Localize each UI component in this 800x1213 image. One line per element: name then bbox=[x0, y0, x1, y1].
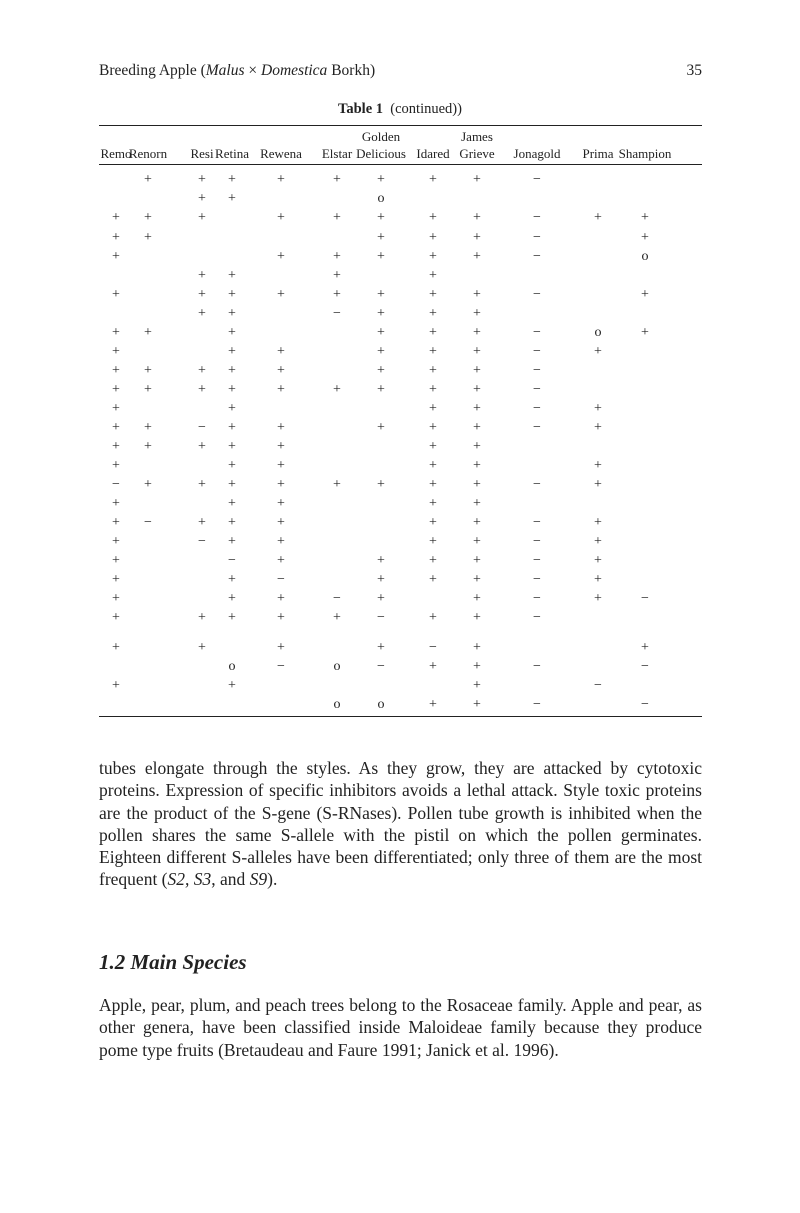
table-cell: + bbox=[641, 230, 649, 245]
table-cell: + bbox=[228, 325, 236, 340]
table-cell: + bbox=[277, 477, 285, 492]
table-cell: + bbox=[594, 534, 602, 549]
table-cell: + bbox=[277, 610, 285, 625]
table-cell: + bbox=[144, 210, 152, 225]
column-header: Idared bbox=[416, 146, 450, 161]
paragraph-main-species: Apple, pear, plum, and peach trees belong to the Rosaceae family. Apple and pear, as other genera, have been classified inside Maloideae family because they produce pome type fruits (Bretaudeau and Faure 1991; Janick et al. 1996). bbox=[99, 995, 702, 1060]
table-cell: − bbox=[641, 591, 649, 606]
table-cell: + bbox=[198, 191, 206, 206]
table-cell: + bbox=[594, 210, 602, 225]
table-cell: + bbox=[377, 344, 385, 359]
table-cell: + bbox=[473, 534, 481, 549]
table-cell: + bbox=[112, 572, 120, 587]
table-cell: + bbox=[377, 210, 385, 225]
table-cell: + bbox=[473, 325, 481, 340]
table-cell: + bbox=[594, 553, 602, 568]
table-cell: + bbox=[228, 287, 236, 302]
table-caption bbox=[0, 101, 800, 118]
table-cell: − bbox=[533, 249, 541, 264]
table-cell: + bbox=[277, 553, 285, 568]
table-cell: + bbox=[333, 210, 341, 225]
table-cell: + bbox=[277, 382, 285, 397]
table-cell: − bbox=[377, 610, 385, 625]
table-cell: + bbox=[112, 439, 120, 454]
table-cell: + bbox=[228, 439, 236, 454]
paragraph-pollen: tubes elongate through the styles. As they grow, they are attacked by cytotoxic proteins. Expression of specific inhibitors avoids a lethal attack. Style toxic proteins are the product of the S-gene (S-RNases). Pollen tube growth is inhibited when the pollen shares the same S-allele with the pistil on which the pollen germinates. Eighteen different S-alleles have been differentiated; only three of them are the most frequent (S2, S3, and S9). bbox=[99, 758, 702, 890]
table-header-rule bbox=[99, 164, 702, 165]
table-cell: + bbox=[198, 439, 206, 454]
table-cell: + bbox=[641, 325, 649, 340]
table-cell: + bbox=[377, 172, 385, 187]
table-cell: − bbox=[533, 659, 541, 674]
table-cell: + bbox=[594, 477, 602, 492]
table-cell: + bbox=[198, 640, 206, 655]
table-cell: + bbox=[473, 515, 481, 530]
table-cell: + bbox=[112, 287, 120, 302]
table-bottom-rule bbox=[99, 716, 702, 717]
table-cell: + bbox=[277, 439, 285, 454]
table-cell: + bbox=[112, 325, 120, 340]
table-cell: + bbox=[112, 210, 120, 225]
table-cell: − bbox=[144, 515, 152, 530]
table-cell: + bbox=[228, 610, 236, 625]
table-cell: + bbox=[112, 678, 120, 693]
table-cell: + bbox=[144, 363, 152, 378]
table-cell: − bbox=[533, 325, 541, 340]
table-cell: + bbox=[228, 191, 236, 206]
table-cell: + bbox=[594, 401, 602, 416]
table-cell: + bbox=[228, 382, 236, 397]
table-cell: + bbox=[277, 363, 285, 378]
table-cell: + bbox=[377, 640, 385, 655]
table-cell: + bbox=[377, 572, 385, 587]
table-cell: + bbox=[228, 401, 236, 416]
column-header: Prima bbox=[582, 146, 614, 161]
table-cell: + bbox=[144, 325, 152, 340]
table-cell: + bbox=[429, 553, 437, 568]
table-cell: + bbox=[144, 230, 152, 245]
table-cell: − bbox=[533, 534, 541, 549]
table-cell: + bbox=[594, 420, 602, 435]
column-header: Grieve bbox=[459, 146, 495, 161]
table-cell: + bbox=[429, 287, 437, 302]
table-cell: + bbox=[228, 534, 236, 549]
table-cell: + bbox=[429, 363, 437, 378]
section-title: 1.2 Main Species bbox=[99, 950, 247, 974]
table-cell: + bbox=[429, 172, 437, 187]
table-cell: + bbox=[473, 697, 481, 712]
table-cell: + bbox=[198, 515, 206, 530]
table-cell: − bbox=[533, 382, 541, 397]
table-cell: + bbox=[228, 420, 236, 435]
table-caption-label: Table 1 bbox=[338, 101, 384, 117]
table-cell: + bbox=[429, 534, 437, 549]
table-cell: + bbox=[429, 344, 437, 359]
table-cell: + bbox=[228, 363, 236, 378]
table-cell: + bbox=[228, 268, 236, 283]
table-cell: + bbox=[429, 697, 437, 712]
table-cell: + bbox=[377, 420, 385, 435]
table-cell: + bbox=[473, 420, 481, 435]
table-cell: − bbox=[594, 678, 602, 693]
table-cell: + bbox=[277, 534, 285, 549]
table-cell: + bbox=[228, 515, 236, 530]
column-header-line1: Golden bbox=[361, 129, 401, 144]
table-cell: − bbox=[533, 572, 541, 587]
table-cell: + bbox=[473, 458, 481, 473]
table-cell: + bbox=[429, 420, 437, 435]
table-cell: − bbox=[533, 591, 541, 606]
table-cell: + bbox=[112, 553, 120, 568]
table-cell: + bbox=[429, 572, 437, 587]
table-cell: − bbox=[277, 659, 285, 674]
table-cell: + bbox=[228, 344, 236, 359]
table-cell: + bbox=[473, 678, 481, 693]
table-cell: + bbox=[112, 420, 120, 435]
table-cell: − bbox=[429, 640, 437, 655]
table-cell: − bbox=[533, 344, 541, 359]
table-cell: + bbox=[429, 515, 437, 530]
table-cell: + bbox=[112, 344, 120, 359]
table-cell: − bbox=[533, 420, 541, 435]
running-title: Breeding Apple (Malus × Domestica Borkh) bbox=[99, 62, 376, 79]
table-cell: + bbox=[333, 172, 341, 187]
table-cell: + bbox=[112, 249, 120, 264]
table-cell: + bbox=[429, 477, 437, 492]
table-cell: + bbox=[198, 477, 206, 492]
table-cell: + bbox=[228, 172, 236, 187]
table-cell: + bbox=[377, 287, 385, 302]
table-cell: + bbox=[473, 344, 481, 359]
table-cell: + bbox=[473, 610, 481, 625]
table-cell: − bbox=[533, 610, 541, 625]
table-cell: + bbox=[333, 268, 341, 283]
table-cell: + bbox=[594, 591, 602, 606]
table-cell: + bbox=[277, 515, 285, 530]
table-cell: + bbox=[277, 210, 285, 225]
table-cell: − bbox=[533, 477, 541, 492]
table-cell: + bbox=[112, 363, 120, 378]
table-cell: o bbox=[594, 325, 602, 340]
table-cell: − bbox=[641, 697, 649, 712]
table-cell: − bbox=[533, 363, 541, 378]
table-cell: + bbox=[429, 230, 437, 245]
table-cell: + bbox=[198, 610, 206, 625]
table-cell: + bbox=[144, 477, 152, 492]
table-cell: + bbox=[473, 306, 481, 321]
table-cell: + bbox=[198, 268, 206, 283]
table-cell: + bbox=[429, 610, 437, 625]
table-cell: + bbox=[198, 172, 206, 187]
table-cell: + bbox=[144, 172, 152, 187]
running-header bbox=[99, 62, 702, 84]
table-cell: − bbox=[533, 230, 541, 245]
table-cell: + bbox=[594, 458, 602, 473]
table-cell: + bbox=[377, 477, 385, 492]
page-number: 35 bbox=[686, 62, 702, 79]
table-cell: + bbox=[473, 591, 481, 606]
table-cell: + bbox=[377, 249, 385, 264]
table-cell: − bbox=[533, 515, 541, 530]
table-cell: + bbox=[333, 477, 341, 492]
table-cell: + bbox=[333, 382, 341, 397]
table-cell: + bbox=[473, 382, 481, 397]
table-cell: o bbox=[333, 659, 341, 674]
table-cell: + bbox=[429, 210, 437, 225]
table-cell: + bbox=[429, 659, 437, 674]
table-cell: + bbox=[277, 591, 285, 606]
table-cell: + bbox=[144, 382, 152, 397]
table-cell: o bbox=[333, 697, 341, 712]
table-cell: + bbox=[641, 210, 649, 225]
table-cell: + bbox=[429, 496, 437, 511]
table-cell: + bbox=[594, 344, 602, 359]
table-cell: + bbox=[228, 591, 236, 606]
table-cell: o bbox=[641, 249, 649, 264]
table-cell: + bbox=[112, 610, 120, 625]
table-cell: + bbox=[112, 496, 120, 511]
table-cell: + bbox=[144, 439, 152, 454]
table-cell: + bbox=[641, 287, 649, 302]
table-cell: − bbox=[641, 659, 649, 674]
table-cell: + bbox=[473, 439, 481, 454]
table-cell: + bbox=[112, 401, 120, 416]
table-cell: − bbox=[533, 210, 541, 225]
table-cell: + bbox=[198, 210, 206, 225]
table-cell: + bbox=[473, 363, 481, 378]
table-cell: + bbox=[473, 230, 481, 245]
table-cell: + bbox=[277, 344, 285, 359]
table-cell: − bbox=[277, 572, 285, 587]
table-cell: + bbox=[377, 230, 385, 245]
table-cell: + bbox=[641, 640, 649, 655]
table-cell: + bbox=[377, 363, 385, 378]
table-cell: − bbox=[533, 553, 541, 568]
table-cell: + bbox=[473, 640, 481, 655]
column-header: Remo bbox=[100, 146, 132, 161]
table-cell: + bbox=[277, 249, 285, 264]
table-cell: + bbox=[198, 382, 206, 397]
table-cell: + bbox=[473, 659, 481, 674]
table-cell: + bbox=[333, 287, 341, 302]
table-cell: + bbox=[429, 382, 437, 397]
column-header: Rewena bbox=[260, 146, 302, 161]
table-cell: + bbox=[377, 553, 385, 568]
table-cell: + bbox=[112, 534, 120, 549]
table-cell: o bbox=[377, 191, 385, 206]
table-cell: + bbox=[112, 458, 120, 473]
column-header: Delicious bbox=[356, 146, 406, 161]
table-cell: + bbox=[228, 458, 236, 473]
table-cell: + bbox=[112, 230, 120, 245]
table-cell: − bbox=[533, 172, 541, 187]
table-cell: + bbox=[473, 401, 481, 416]
table-cell: + bbox=[377, 306, 385, 321]
table-cell: + bbox=[429, 325, 437, 340]
column-header: Renorn bbox=[128, 146, 168, 161]
table-cell: + bbox=[473, 477, 481, 492]
table-cell: + bbox=[112, 382, 120, 397]
table-cell: + bbox=[594, 515, 602, 530]
table-cell: + bbox=[228, 572, 236, 587]
table-cell: + bbox=[377, 591, 385, 606]
table-cell: + bbox=[228, 306, 236, 321]
table-top-rule bbox=[99, 125, 702, 126]
table-cell: + bbox=[377, 382, 385, 397]
table-cell: + bbox=[333, 249, 341, 264]
table-cell: + bbox=[198, 306, 206, 321]
table-cell: − bbox=[333, 591, 341, 606]
table-cell: + bbox=[198, 363, 206, 378]
table-cell: − bbox=[198, 534, 206, 549]
table-cell: + bbox=[277, 420, 285, 435]
table-cell: + bbox=[429, 401, 437, 416]
table-cell: + bbox=[228, 496, 236, 511]
table-cell: o bbox=[377, 697, 385, 712]
table-cell: + bbox=[429, 458, 437, 473]
table-cell: − bbox=[533, 287, 541, 302]
table-caption-text: (continued)) bbox=[390, 101, 462, 117]
table-cell: − bbox=[533, 697, 541, 712]
table-cell: + bbox=[277, 458, 285, 473]
table-cell: − bbox=[377, 659, 385, 674]
table-cell: − bbox=[333, 306, 341, 321]
table-cell: + bbox=[277, 172, 285, 187]
table-cell: + bbox=[277, 496, 285, 511]
table-cell: − bbox=[112, 477, 120, 492]
column-header-line1: James bbox=[461, 129, 493, 144]
table-cell: + bbox=[429, 306, 437, 321]
table-cell: − bbox=[533, 401, 541, 416]
table-cell: + bbox=[112, 591, 120, 606]
table-cell: + bbox=[228, 477, 236, 492]
table-cell: + bbox=[277, 640, 285, 655]
table-cell: + bbox=[473, 210, 481, 225]
column-header: Jonagold bbox=[513, 146, 561, 161]
table-cell: + bbox=[112, 640, 120, 655]
column-header: Resi bbox=[190, 146, 214, 161]
table-cell: − bbox=[228, 553, 236, 568]
table-cell: + bbox=[429, 268, 437, 283]
table-cell: + bbox=[377, 325, 385, 340]
table-cell: − bbox=[198, 420, 206, 435]
column-header: Retina bbox=[215, 146, 249, 161]
table-cell: + bbox=[333, 610, 341, 625]
table-cell: + bbox=[112, 515, 120, 530]
table-cell: + bbox=[473, 496, 481, 511]
table-cell: + bbox=[473, 553, 481, 568]
table-cell: + bbox=[429, 249, 437, 264]
column-header: Shampion bbox=[618, 146, 672, 161]
table-cell: + bbox=[429, 439, 437, 454]
table-cell: + bbox=[473, 172, 481, 187]
table-cell: + bbox=[228, 678, 236, 693]
table-cell: + bbox=[473, 572, 481, 587]
table-cell: + bbox=[473, 249, 481, 264]
table-cell: + bbox=[198, 287, 206, 302]
table-cell: + bbox=[473, 287, 481, 302]
table-cell: + bbox=[144, 420, 152, 435]
table-cell: + bbox=[277, 287, 285, 302]
table-cell: + bbox=[594, 572, 602, 587]
column-header: Elstar bbox=[321, 146, 353, 161]
table-cell: o bbox=[228, 659, 236, 674]
